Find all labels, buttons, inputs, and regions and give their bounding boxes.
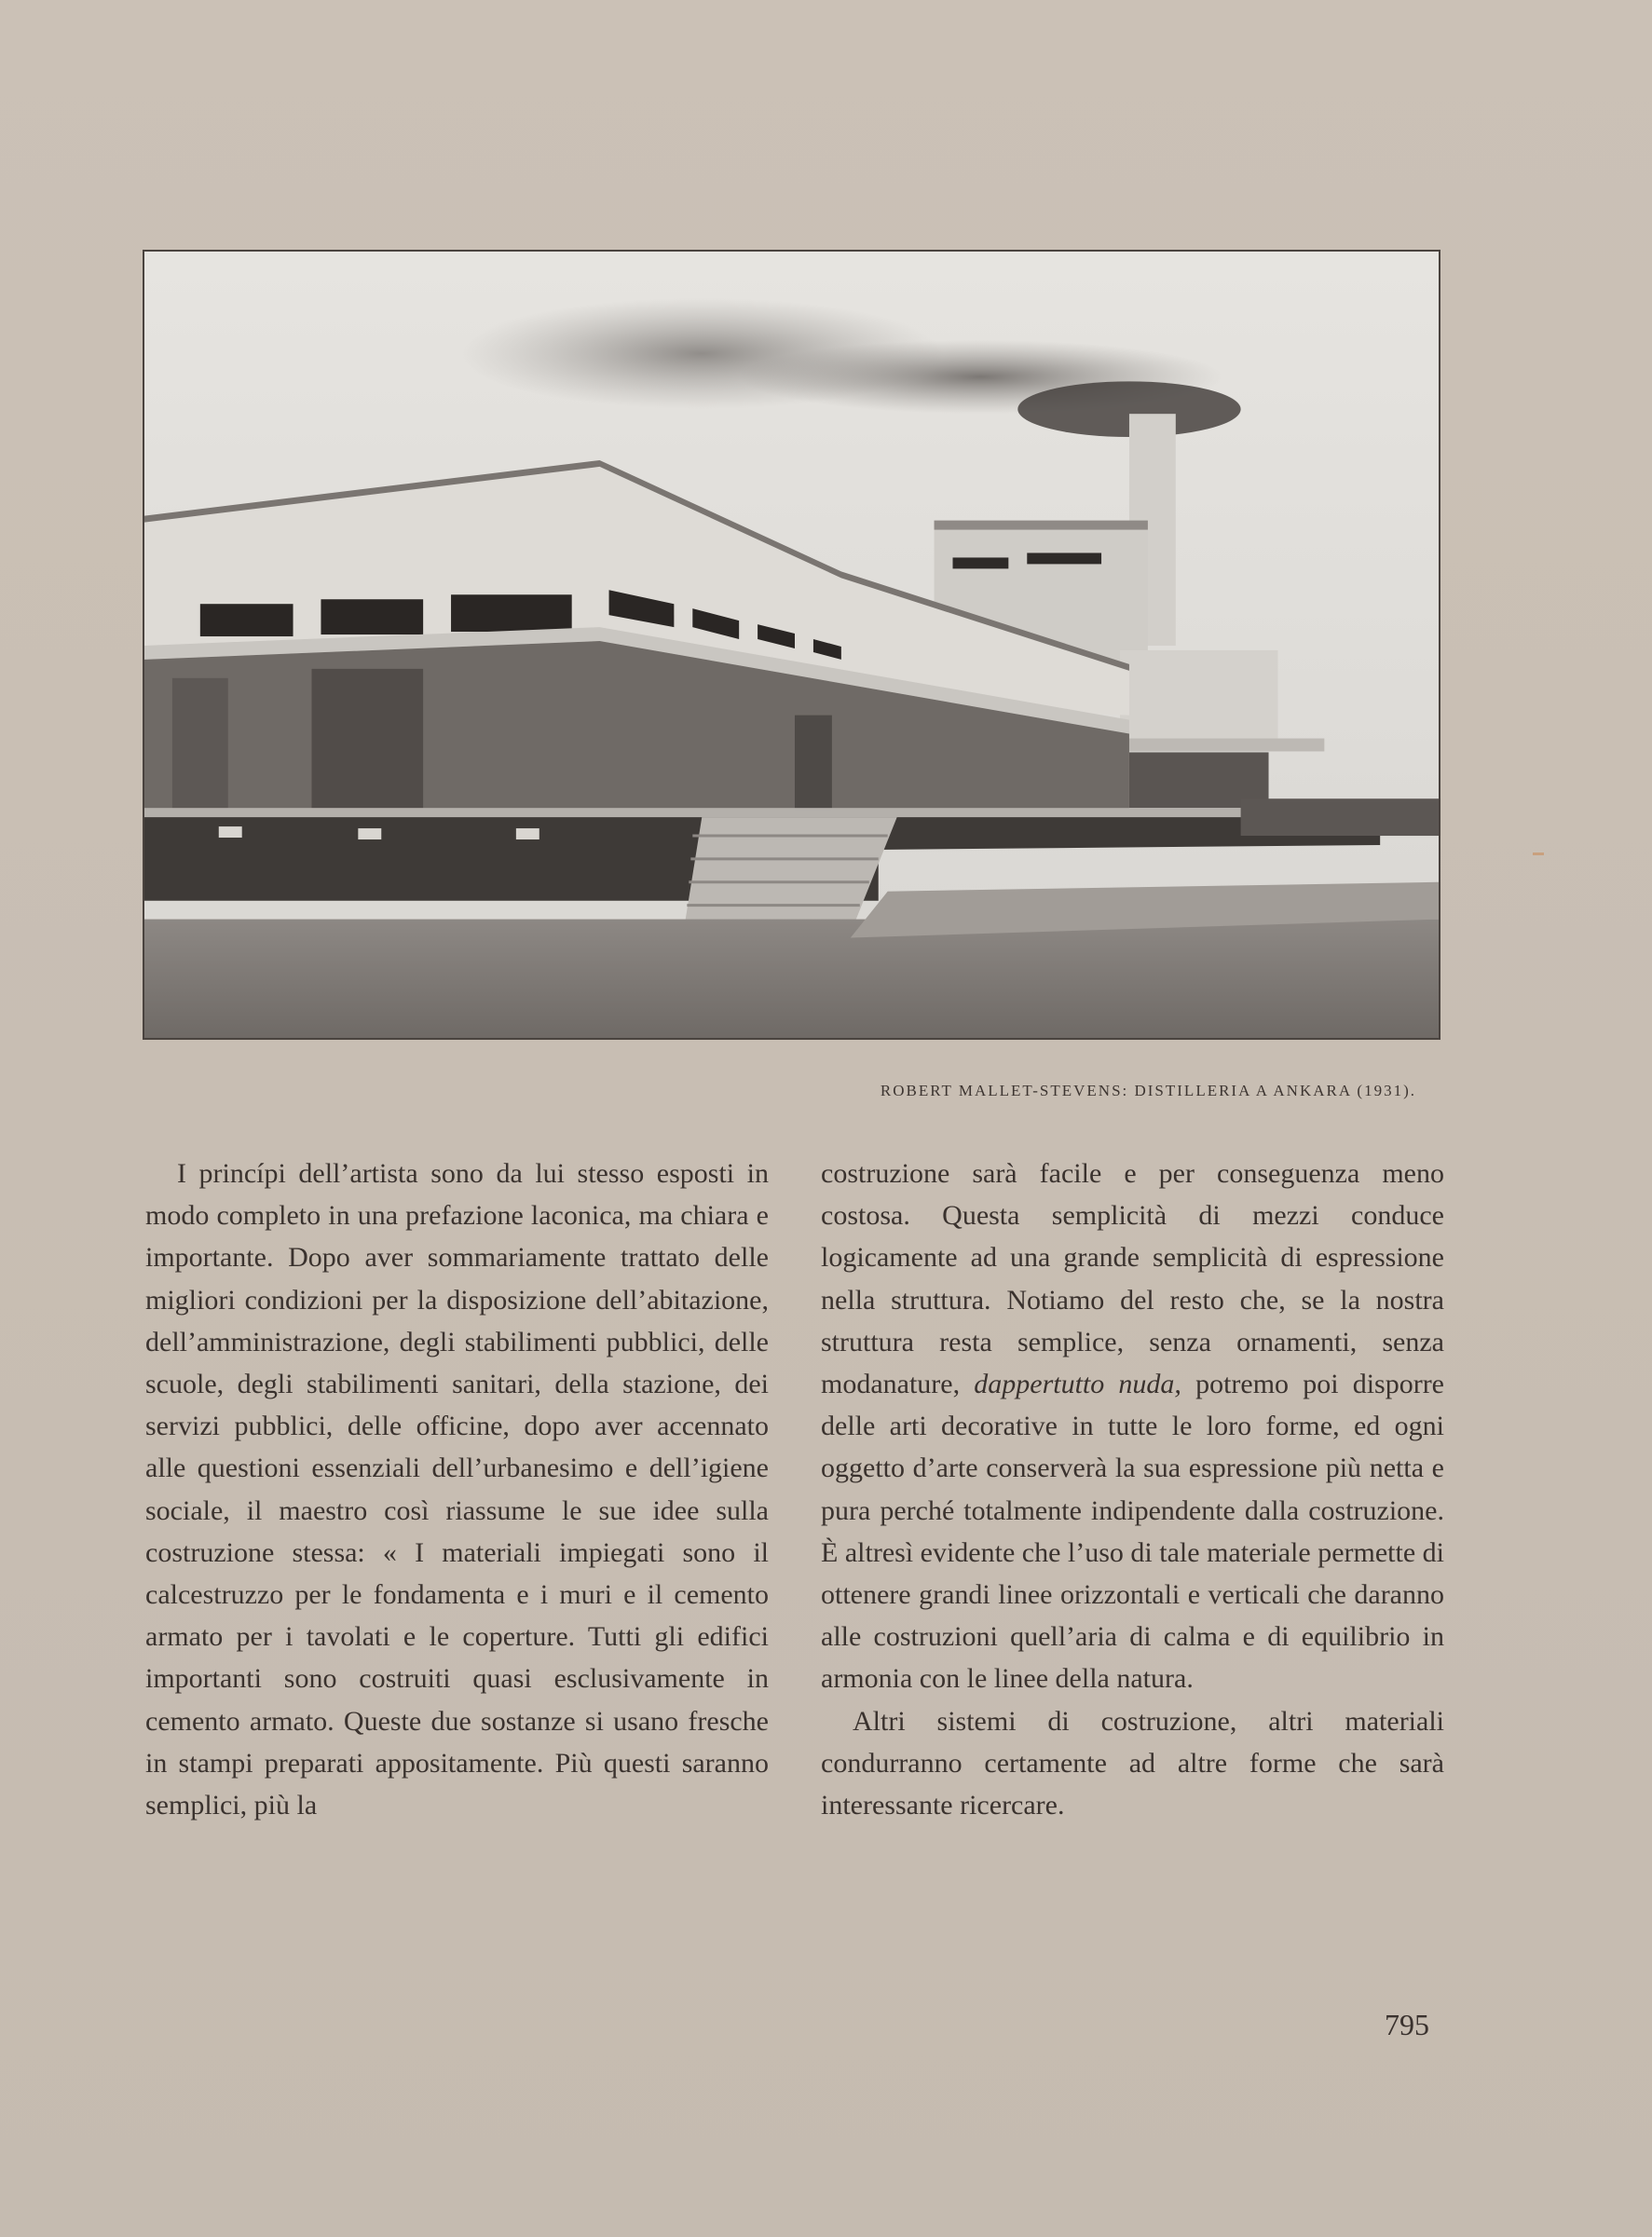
- edge-mark: [1533, 853, 1544, 855]
- building-photo: [143, 250, 1440, 1040]
- photo-caption: ROBERT MALLET-STEVENS: DISTILLERIA A ANKARA (1931).: [880, 1082, 1416, 1099]
- paragraph: I princípi dell’artista sono da lui stesso esposti in modo completo in una prefazione laconica, ma chiara e importante. Dopo aver sommariamente trattato delle migliori condizioni per la disposizione dell’abitazione, dell’amministrazione, degli stabilimenti pubblici, delle scuole, degli stabilimenti sanitari, della stazione, dei servizi pubblici, delle officine, dopo aver accennato alle questioni essenziali dell’urbanesimo e dell’igiene sociale, il maestro così riassume le sue idee sulla costruzione stessa: « I materiali impiegati sono il calcestruzzo per le fondamenta e i muri e il cemento armato per i tavolati e le coperture. Tutti gli edifici importanti sono costruiti quasi esclusivamente in cemento armato. Queste due sostanze si usano fresche in stampi preparati appositamente. Più questi saranno semplici, più la: [145, 1158, 769, 1821]
- right-text-column: [821, 1153, 1444, 1826]
- paragraph-text: potremo poi disporre delle arti decorative in tutte le loro forme, ed ogni oggetto d’arte conserverà la sua espressione più netta e pura perché totalmente indipendente dalla costruzione. È altresì evidente che l’uso di tale materiale permette di ottenere grandi linee orizzontali e verticali che daranno alle costruzioni quell’aria di calma e di equilibrio in armonia con le linee della natura.: [821, 1369, 1444, 1695]
- left-text-column: [145, 1153, 769, 1826]
- italic-phrase: dappertutto nuda,: [974, 1369, 1181, 1400]
- paragraph: Altri sistemi di costruzione, altri materiali condurranno certamente ad altre forme che sarà interessante ricercare.: [821, 1705, 1444, 1821]
- paragraph-text: costruzione sarà facile e per conseguenza meno costosa. Questa semplicità di mezzi conduce logicamente ad una grande semplicità di espressione nella struttura. Notiamo del resto che, se la nostra struttura resta semplice, senza ornamenti, senza modanature,: [821, 1158, 1444, 1400]
- page-number: 795: [1385, 2008, 1429, 2041]
- distillery-image: [144, 252, 1439, 1038]
- paragraph-continued: [821, 1153, 1444, 1700]
